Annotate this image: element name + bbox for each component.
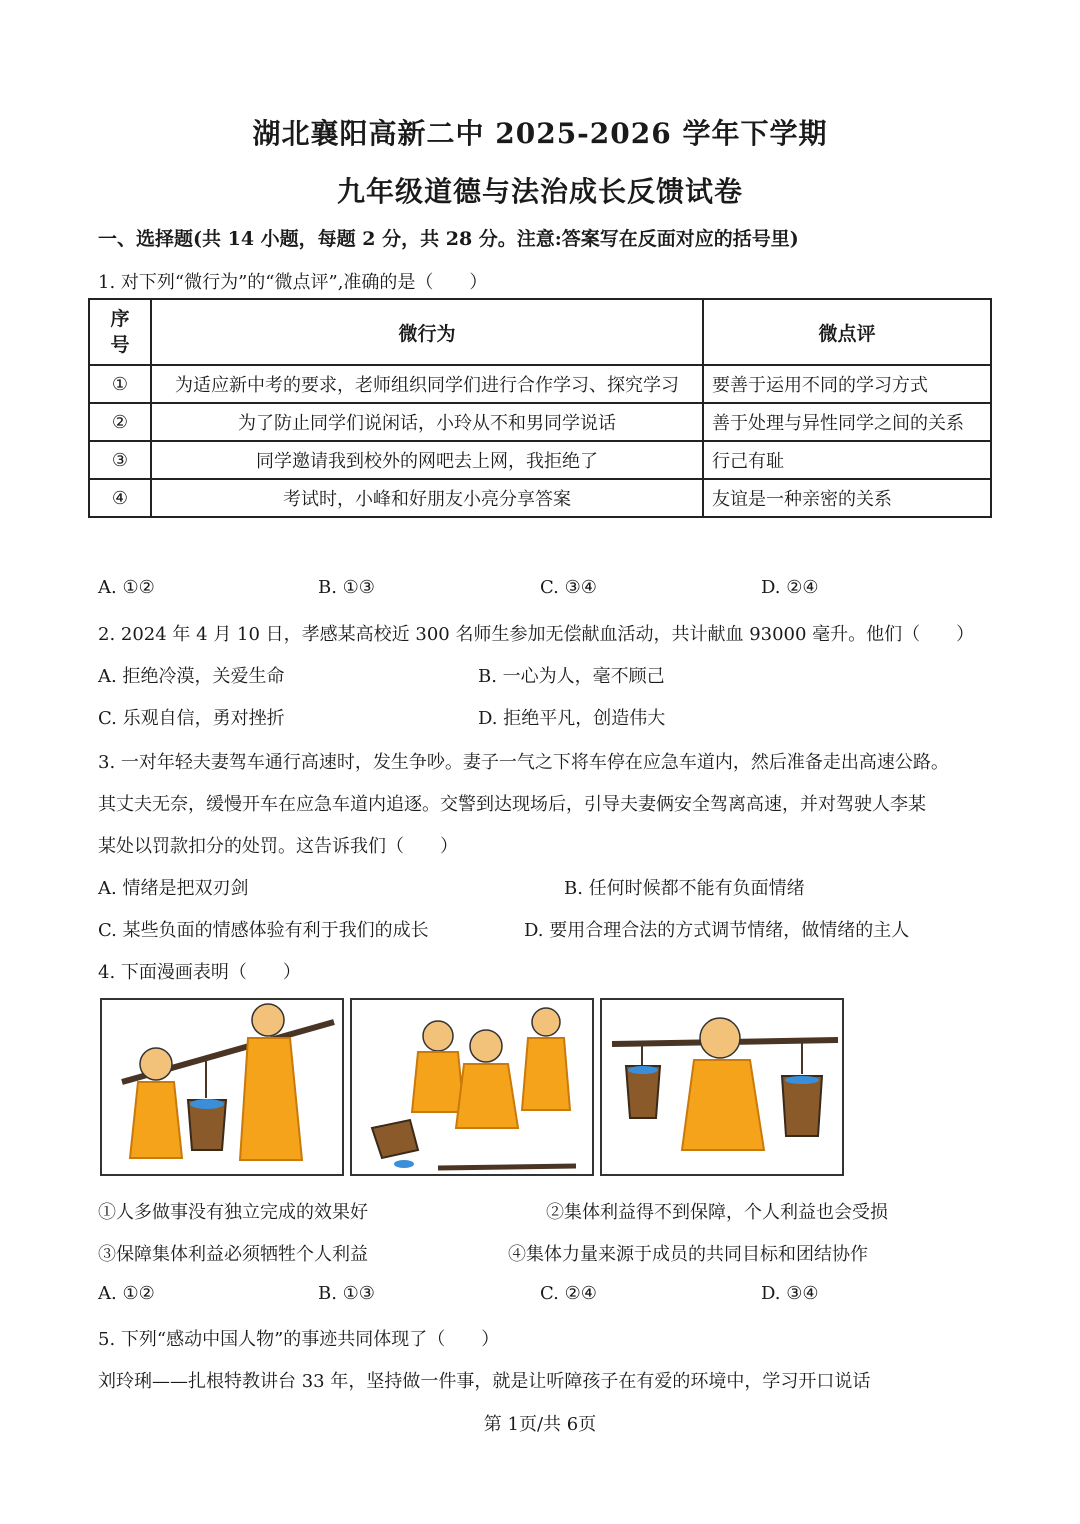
monk-head — [470, 1030, 502, 1062]
table-row — [89, 403, 991, 441]
row-comment: 友谊是一种亲密的关系 — [703, 479, 991, 517]
three-monks-idle-illustration — [352, 1000, 592, 1174]
q4-statement-4: ④集体力量来源于成员的共同目标和团结协作 — [508, 1244, 868, 1265]
two-monks-carrying-illustration — [102, 1000, 342, 1174]
row-action: 为了防止同学们说闲话，小玲从不和男同学说话 — [151, 403, 703, 441]
exam-title-line1: 湖北襄阳高新二中 2025-2026 学年下学期 — [252, 117, 828, 150]
q4-statement-3: ③保障集体利益必须牺牲个人利益 — [98, 1244, 368, 1265]
q4-option-d: D. ③④ — [761, 1283, 819, 1304]
q1-stem: 1. 对下列“微行为”的“微点评”,准确的是（ ） — [98, 272, 488, 293]
q2-option-c: C. 乐观自信，勇对挫折 — [98, 708, 285, 729]
q3-option-c: C. 某些负面的情感体验有利于我们的成长 — [98, 920, 429, 941]
section-heading: 一、选择题(共 14 小题，每题 2 分，共 28 分。注意:答案写在反面对应的括号里) — [98, 228, 799, 250]
q2-option-b: B. 一心为人，毫不顾己 — [478, 666, 665, 687]
row-comment: 行己有耻 — [703, 441, 991, 479]
monk-robe — [456, 1064, 518, 1128]
monk-robe — [682, 1060, 764, 1150]
q4-stem: 4. 下面漫画表明（ ） — [98, 962, 301, 983]
q1-option-a: A. ①② — [98, 577, 155, 598]
header-comment: 微点评 — [703, 299, 991, 365]
row-comment: 要善于运用不同的学习方式 — [703, 365, 991, 403]
header-number — [89, 299, 151, 365]
comic-panel-one-monk-carrying — [600, 998, 844, 1176]
comic-panel-two-monks-carrying — [100, 998, 344, 1176]
q4-option-a: A. ①② — [98, 1283, 155, 1304]
monk-robe — [522, 1038, 570, 1110]
q4-statement-1: ①人多做事没有独立完成的效果好 — [98, 1202, 368, 1223]
q5-line1: 刘玲琍——扎根特教讲台 33 年，坚持做一件事，就是让听障孩子在有爱的环境中，学习开口说话 — [98, 1371, 871, 1392]
water-icon — [628, 1066, 658, 1074]
monk-head — [140, 1048, 172, 1080]
dropped-pole — [438, 1166, 576, 1168]
row-action: 为适应新中考的要求，老师组织同学们进行合作学习、探究学习 — [151, 365, 703, 403]
water-icon — [785, 1076, 819, 1084]
q1-table — [88, 298, 992, 518]
q3-stem-line2: 其丈夫无奈，缓慢开车在应急车道内追逐。交警到达现场后，引导夫妻俩安全驾离高速，并对驾驶人李某 — [98, 794, 926, 815]
monk-robe — [130, 1082, 182, 1158]
table-row — [89, 479, 991, 517]
q1-option-c: C. ③④ — [540, 577, 597, 598]
comic-panel-three-monks-idle — [350, 998, 594, 1176]
q3-stem-line1: 3. 一对年轻夫妻驾车通行高速时，发生争吵。妻子一气之下将车停在应急车道内，然后准备走出高速公路。 — [98, 752, 949, 773]
q3-option-a: A. 情绪是把双刃剑 — [98, 878, 249, 899]
monk-robe — [412, 1052, 464, 1112]
page-number: 第 1页/共 6页 — [483, 1414, 597, 1435]
q1-option-d: D. ②④ — [761, 577, 819, 598]
table-header-row — [89, 299, 991, 365]
q3-option-d: D. 要用合理合法的方式调节情绪，做情绪的主人 — [524, 920, 910, 941]
q2-option-a: A. 拒绝冷漠，关爱生命 — [98, 666, 285, 687]
one-monk-carrying-illustration — [602, 1000, 842, 1174]
table-row — [89, 365, 991, 403]
q4-option-c: C. ②④ — [540, 1283, 597, 1304]
q3-stem-line3: 某处以罚款扣分的处罚。这告诉我们（ ） — [98, 836, 458, 857]
q2-stem: 2. 2024 年 4 月 10 日，孝感某高校近 300 名师生参加无偿献血活动，共计献血 93000 毫升。他们（ ） — [98, 624, 975, 645]
table-row — [89, 441, 991, 479]
header-action: 微行为 — [151, 299, 703, 365]
monk-head — [532, 1008, 560, 1036]
row-number: ④ — [89, 479, 151, 517]
row-action: 考试时，小峰和好朋友小亮分享答案 — [151, 479, 703, 517]
exam-title-line2: 九年级道德与法治成长反馈试卷 — [336, 175, 743, 208]
row-number: ② — [89, 403, 151, 441]
water-icon — [190, 1099, 224, 1109]
tipped-bucket-icon — [372, 1120, 418, 1158]
q5-stem: 5. 下列“感动中国人物”的事迹共同体现了（ ） — [98, 1329, 500, 1350]
row-number: ① — [89, 365, 151, 403]
monk-head — [252, 1004, 284, 1036]
q3-option-b: B. 任何时候都不能有负面情绪 — [564, 878, 805, 899]
row-action: 同学邀请我到校外的网吧去上网，我拒绝了 — [151, 441, 703, 479]
bucket-icon — [782, 1076, 822, 1136]
header-number-text: 序号 — [110, 308, 130, 356]
q2-option-d: D. 拒绝平凡，创造伟大 — [478, 708, 666, 729]
monk-head — [423, 1021, 453, 1051]
row-number: ③ — [89, 441, 151, 479]
q4-option-b: B. ①③ — [318, 1283, 375, 1304]
q1-option-b: B. ①③ — [318, 577, 375, 598]
spilled-water-icon — [394, 1160, 414, 1168]
monk-robe — [240, 1038, 302, 1160]
q4-statement-2: ②集体利益得不到保障，个人利益也会受损 — [546, 1202, 888, 1223]
row-comment: 善于处理与异性同学之间的关系 — [703, 403, 991, 441]
monk-head — [700, 1018, 740, 1058]
